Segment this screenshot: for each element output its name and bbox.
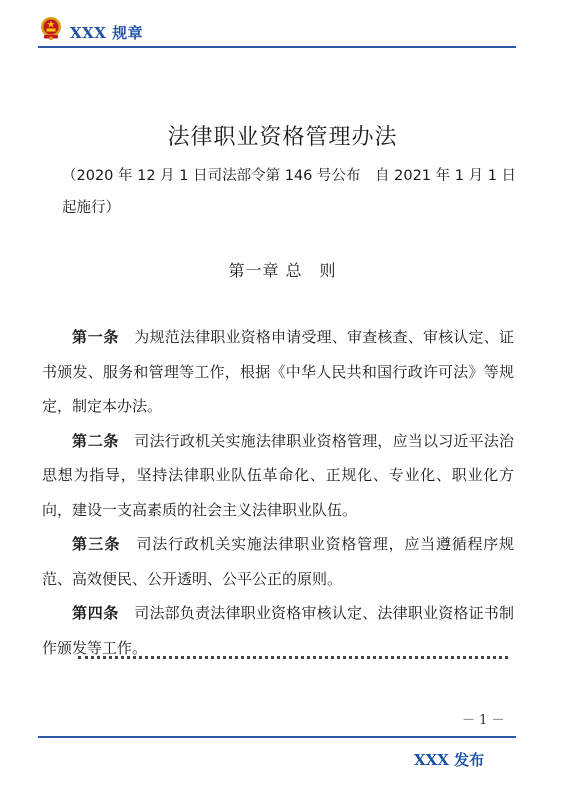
chapter-heading: 第一章 总 则	[228, 261, 337, 280]
footer-divider	[38, 736, 516, 738]
article-4	[42, 596, 514, 665]
document-subtitle: （2020 年 12 月 1 日司法部令第 146 号公布 自 2021 年 1 月 1 日起施行）	[62, 168, 517, 216]
articles-body	[42, 320, 514, 665]
document-title: 法律职业资格管理办法	[167, 125, 398, 150]
article-1	[42, 320, 514, 424]
article-text: 司法行政机关实施法律职业资格管理，应当遵循程序规范、高效便民、公开透明、公平公正的原则。	[42, 535, 514, 588]
article-3	[42, 527, 514, 596]
article-number: 第三条	[72, 535, 121, 553]
article-2	[42, 424, 514, 528]
page-number: － 1 －	[462, 713, 505, 728]
header-divider	[38, 46, 516, 48]
dotted-separator	[78, 656, 508, 659]
article-number: 第二条	[72, 431, 120, 450]
article-number: 第一条	[72, 328, 120, 346]
article-text: 为规范法律职业资格申请受理、审查核查、审核认定、证书颁发、服务和管理等工作，根据《中华人民共和国行政许可法》等规定，制定本办法。	[42, 328, 514, 415]
footer-publisher: XXX 发布	[414, 751, 485, 769]
article-number: 第四条	[72, 604, 120, 622]
article-text: 司法行政机关实施法律职业资格管理，应当以习近平法治思想为指导，坚持法律职业队伍革命化、正规化、专业化、职业化方向，建设一支高素质的社会主义法律职业队伍。	[42, 431, 514, 519]
page-header	[0, 0, 565, 50]
article-text: 司法部负责法律职业资格审核认定、法律职业资格证书制作颁发等工作。	[42, 604, 514, 657]
national-emblem-icon	[40, 16, 62, 40]
header-title: XXX 规章	[70, 24, 144, 42]
